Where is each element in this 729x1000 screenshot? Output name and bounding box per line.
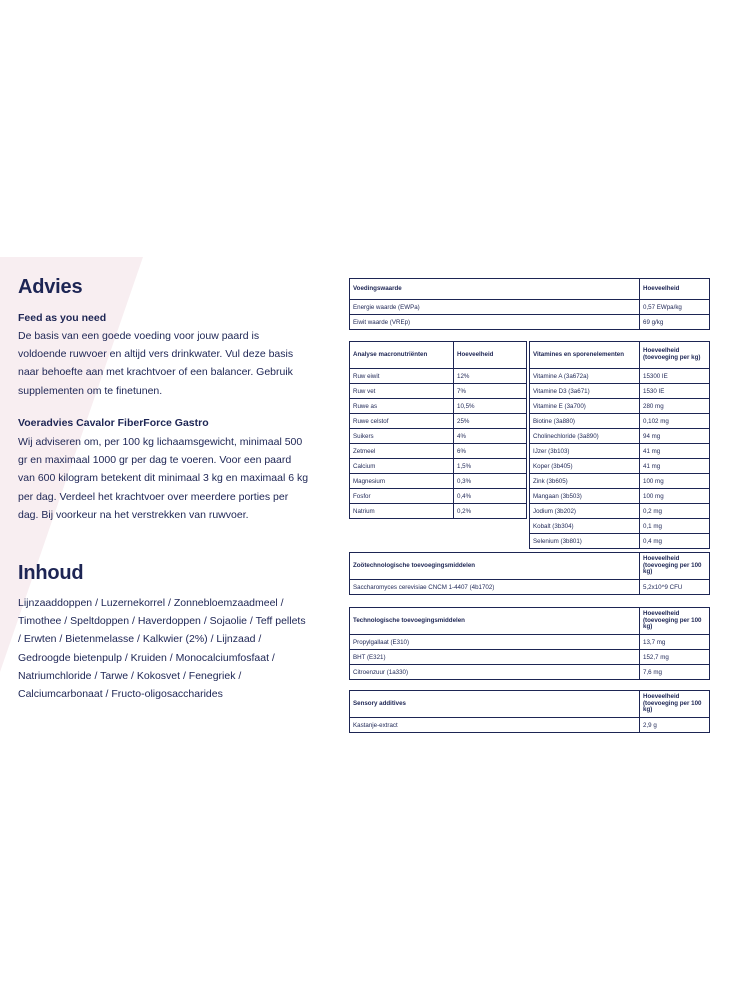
- zootechnical-additives-table: [349, 552, 710, 595]
- table-row: [530, 369, 710, 384]
- table-cell: 1530 IE: [640, 384, 710, 399]
- table-cell: 6%: [454, 444, 527, 459]
- table-cell: Eiwit waarde (VREp): [350, 315, 640, 330]
- table-cell: Vitamine A (3a672a): [530, 369, 640, 384]
- table-header: Hoeveelheid: [454, 342, 527, 369]
- table-row: [530, 444, 710, 459]
- table-row: [350, 504, 527, 519]
- table-cell: 0,2 mg: [640, 504, 710, 519]
- table-cell: 100 mg: [640, 489, 710, 504]
- table-cell: Citroenzuur (1a330): [350, 665, 640, 680]
- table-cell: 5,2x10^9 CFU: [640, 580, 710, 595]
- table-cell: Energie waarde (EWPa): [350, 300, 640, 315]
- table-cell: 25%: [454, 414, 527, 429]
- inhoud-title: Inhoud: [18, 562, 84, 584]
- table-cell: 280 mg: [640, 399, 710, 414]
- table-row: [350, 580, 710, 595]
- table-row: [350, 650, 710, 665]
- table-cell: 12%: [454, 369, 527, 384]
- table-row: [350, 635, 710, 650]
- table-header: Sensory additives: [350, 691, 640, 718]
- table-row: [530, 519, 710, 534]
- table-cell: Selenium (3b801): [530, 534, 640, 549]
- table-row: [350, 489, 527, 504]
- table-row: [530, 534, 710, 549]
- table-row: [350, 474, 527, 489]
- table-row: [530, 504, 710, 519]
- table-cell: Koper (3b405): [530, 459, 640, 474]
- table-cell: Cholinechloride (3a890): [530, 429, 640, 444]
- table-cell: Zink (3b605): [530, 474, 640, 489]
- feed-heading: Feed as you need: [18, 312, 107, 324]
- table-cell: Jodium (3b202): [530, 504, 640, 519]
- table-cell: Zetmeel: [350, 444, 454, 459]
- table-row: [350, 444, 527, 459]
- table-row: [350, 384, 527, 399]
- table-cell: 41 mg: [640, 444, 710, 459]
- table-row: [350, 315, 710, 330]
- table-cell: 2,9 g: [640, 718, 710, 733]
- table-cell: Natrium: [350, 504, 454, 519]
- technological-additives-table: [349, 607, 710, 680]
- table-cell: BHT (E321): [350, 650, 640, 665]
- table-cell: 0,3%: [454, 474, 527, 489]
- table-row: [530, 399, 710, 414]
- table-header: Hoeveelheid (toevoeging per 100 kg): [640, 553, 710, 580]
- table-cell: 13,7 mg: [640, 635, 710, 650]
- table-row: [350, 665, 710, 680]
- table-cell: 10,5%: [454, 399, 527, 414]
- table-cell: 0,4%: [454, 489, 527, 504]
- table-row: [530, 384, 710, 399]
- ingredients-text: Lijnzaaddoppen / Luzernekorrel / Zonnebloemzaadmeel / Timothee / Speltdoppen / Haverdoppen / Sojaolie / Teff pellets / Erwten / Bietenmelasse / Kalkwier (2%) / Lijnzaad / Gedroogde bietenpulp / Kruiden / Monocalciumfosfaat / Natriumchloride / Tarwe / Kokosvet / Fenegriek / Calciumcarbonaat / Fructo-oligosaccharides: [18, 597, 306, 701]
- macronutrients-table: [349, 341, 527, 519]
- table-cell: 0,2%: [454, 504, 527, 519]
- table-cell: IJzer (3b103): [530, 444, 640, 459]
- table-cell: 0,57 EWpa/kg: [640, 300, 710, 315]
- table-header: Hoeveelheid (toevoeging per 100 kg): [640, 691, 710, 718]
- table-header: Hoeveelheid (toevoeging per 100 kg): [640, 608, 710, 635]
- table-row: [350, 399, 527, 414]
- table-cell: Kastanje-extract: [350, 718, 640, 733]
- table-cell: 69 g/kg: [640, 315, 710, 330]
- table-cell: 15300 IE: [640, 369, 710, 384]
- advies-title: Advies: [18, 276, 83, 298]
- table-cell: 0,102 mg: [640, 414, 710, 429]
- table-cell: Propylgallaat (E310): [350, 635, 640, 650]
- table-header: Zoötechnologische toevoegingsmiddelen: [350, 553, 640, 580]
- table-cell: Calcium: [350, 459, 454, 474]
- table-row: [350, 429, 527, 444]
- table-cell: Ruwe as: [350, 399, 454, 414]
- table-row: [350, 300, 710, 315]
- table-row: [530, 489, 710, 504]
- table-header: Hoeveelheid (toevoeging per kg): [640, 342, 710, 369]
- table-row: [350, 414, 527, 429]
- table-header: Vitamines en sporenelementen: [530, 342, 640, 369]
- table-header: Voedingswaarde: [350, 279, 640, 300]
- feeding-advice-text: Wij adviseren om, per 100 kg lichaamsgewicht, minimaal 500 gr en maximaal 1000 gr per dag te voeren. Voor een paard van 600 kilogram betekent dit minimaal 3 kg en maximaal 6 kg per dag. Verdeel het krachtvoer over meerdere porties per dag. Bij voorkeur na het verstrekken van ruwvoer.: [18, 436, 309, 521]
- sensory-additives-table: [349, 690, 710, 733]
- table-cell: Ruwe celstof: [350, 414, 454, 429]
- feed-text: De basis van een goede voeding voor jouw paard is voldoende ruwvoer en altijd vers drinkwater. Vul deze basis naar behoefte aan met krachtvoer of een balancer. Gebruik supplementen om te finetunen.: [18, 330, 294, 397]
- table-cell: 94 mg: [640, 429, 710, 444]
- table-row: [530, 474, 710, 489]
- table-cell: 7%: [454, 384, 527, 399]
- nutritional-value-table: [349, 278, 710, 330]
- feeding-advice-heading: Voeradvies Cavalor FiberForce Gastro: [18, 417, 209, 429]
- table-row: [530, 429, 710, 444]
- table-cell: 100 mg: [640, 474, 710, 489]
- table-cell: Suikers: [350, 429, 454, 444]
- table-row: [350, 459, 527, 474]
- table-cell: Mangaan (3b503): [530, 489, 640, 504]
- vitamins-table: [529, 341, 710, 549]
- table-cell: Biotine (3a880): [530, 414, 640, 429]
- table-cell: Ruw vet: [350, 384, 454, 399]
- table-cell: Magnesium: [350, 474, 454, 489]
- table-cell: Saccharomyces cerevisiae CNCM 1-4407 (4b1702): [350, 580, 640, 595]
- table-cell: Ruw eiwit: [350, 369, 454, 384]
- table-cell: 7,6 mg: [640, 665, 710, 680]
- table-row: [350, 718, 710, 733]
- table-cell: Vitamine D3 (3a671): [530, 384, 640, 399]
- table-cell: Kobalt (3b304): [530, 519, 640, 534]
- table-row: [530, 414, 710, 429]
- table-cell: Vitamine E (3a700): [530, 399, 640, 414]
- table-cell: 0,1 mg: [640, 519, 710, 534]
- table-header: Hoeveelheid: [640, 279, 710, 300]
- table-cell: Fosfor: [350, 489, 454, 504]
- table-row: [530, 459, 710, 474]
- table-cell: 41 mg: [640, 459, 710, 474]
- table-cell: 0,4 mg: [640, 534, 710, 549]
- table-row: [350, 369, 527, 384]
- table-header: Analyse macronutriënten: [350, 342, 454, 369]
- table-cell: 1,5%: [454, 459, 527, 474]
- table-cell: 4%: [454, 429, 527, 444]
- table-cell: 152,7 mg: [640, 650, 710, 665]
- table-header: Technologische toevoegingsmiddelen: [350, 608, 640, 635]
